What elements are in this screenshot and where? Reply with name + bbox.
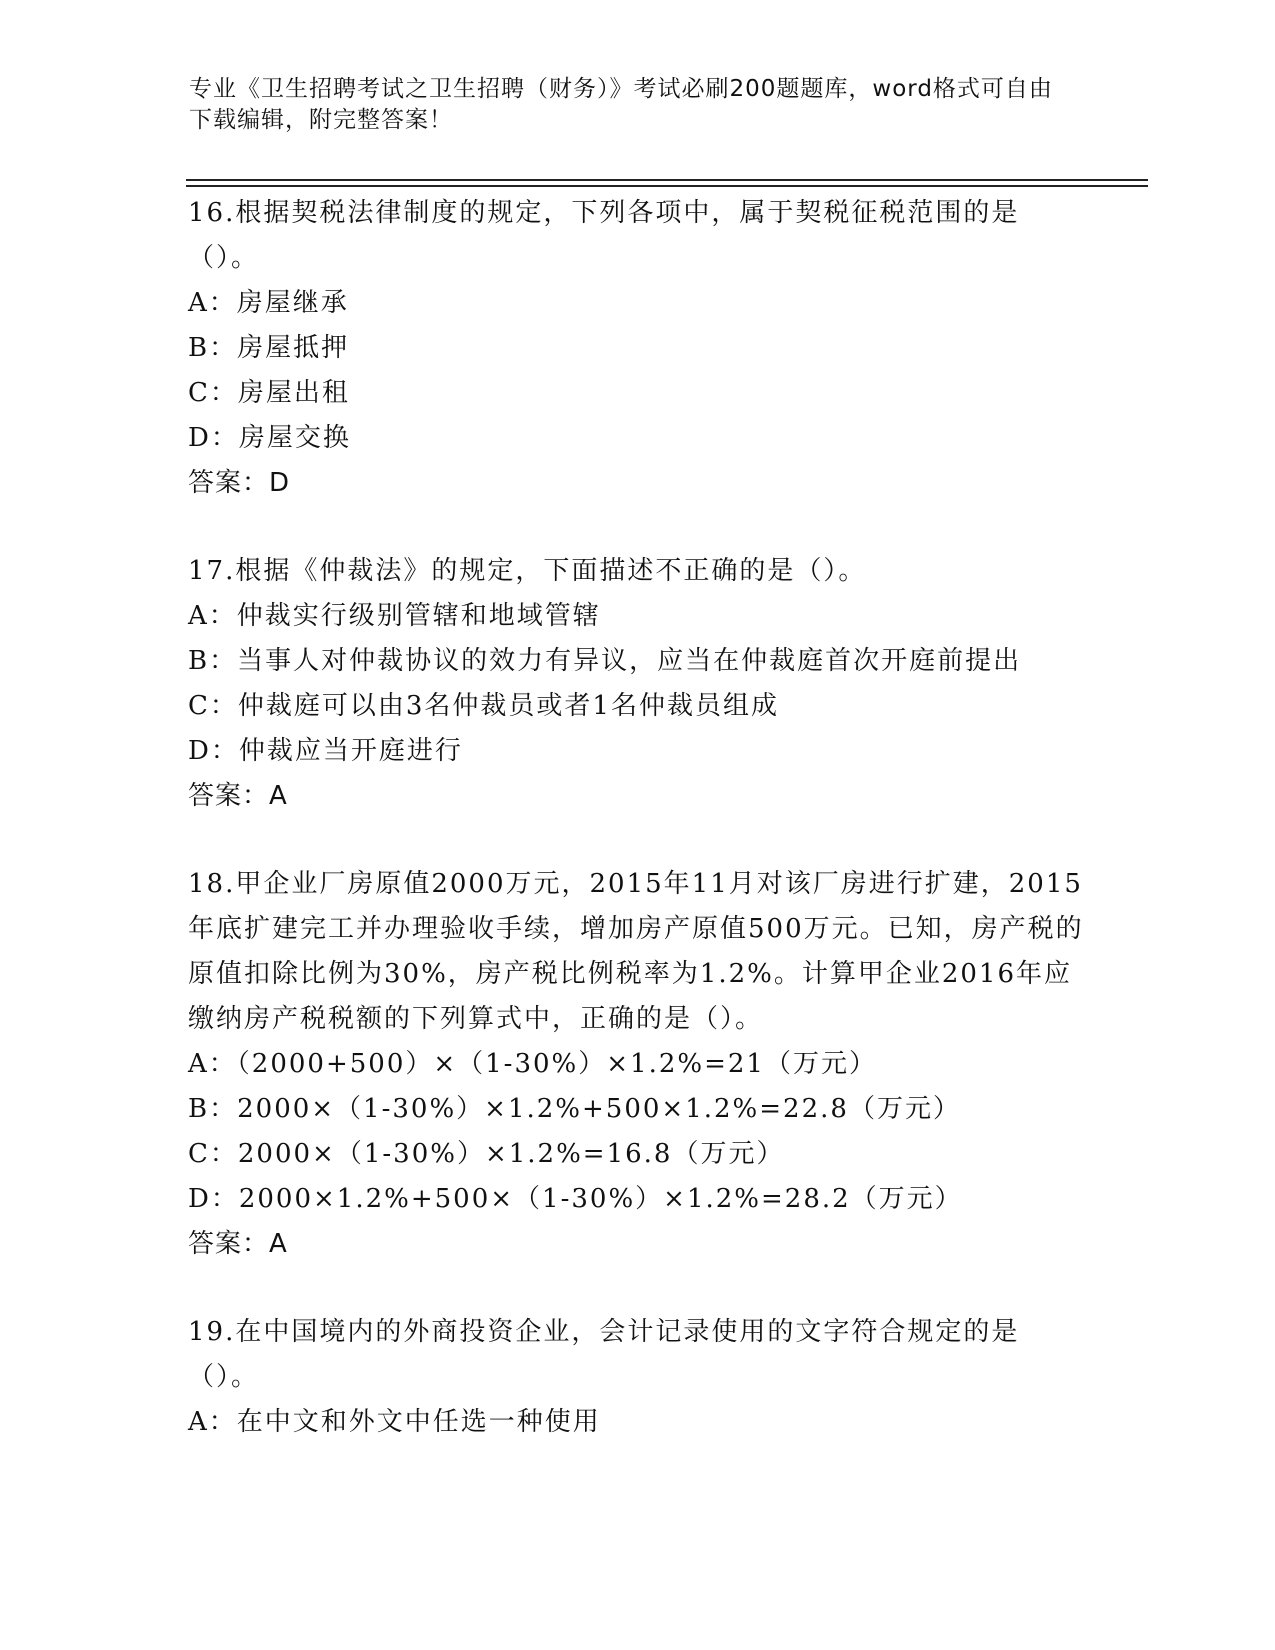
answer-line: 答案：A — [188, 781, 288, 811]
answer-line: 答案：A — [188, 1229, 288, 1259]
option-b: B：房屋抵押 — [188, 333, 350, 363]
question-19 — [188, 1310, 1088, 1445]
answer-line: 答案：D — [188, 468, 291, 498]
question-stem: 18.甲企业厂房原值2000万元，2015年11月对该厂房进行扩建，2015年底扩建完工并办理验收手续，增加房产原值500万元。已知，房产税的原值扣除比例为30%，房产税比例税率为1.2%。计算甲企业2016年应缴纳房产税税额的下列算式中，正确的是（）。 — [188, 869, 1084, 1034]
option-c: C：2000×（1-30%）×1.2%=16.8（万元） — [188, 1139, 785, 1169]
question-stem: 17.根据《仲裁法》的规定，下面描述不正确的是（）。 — [188, 556, 867, 586]
document-header: 专业《卫生招聘考试之卫生招聘（财务）》考试必刷200题题库，word格式可自由下载编辑，附完整答案！ — [189, 76, 1053, 133]
option-d: D：房屋交换 — [188, 423, 351, 453]
header-rule-top — [186, 179, 1148, 181]
question-17 — [188, 549, 1088, 819]
option-b: B：2000×（1-30%）×1.2%+500×1.2%=22.8（万元） — [188, 1094, 961, 1124]
option-a: A：（2000+500）×（1-30%）×1.2%=21（万元） — [188, 1049, 877, 1079]
option-d: D：2000×1.2%+500×（1-30%）×1.2%=28.2（万元） — [188, 1184, 963, 1214]
option-a: A：仲裁实行级别管辖和地域管辖 — [188, 601, 601, 631]
option-a: A：在中文和外文中任选一种使用 — [188, 1407, 601, 1437]
question-list — [188, 191, 1088, 1488]
question-18 — [188, 862, 1088, 1267]
option-c: C：仲裁庭可以由3名仲裁员或者1名仲裁员组成 — [188, 691, 779, 721]
option-d: D：仲裁应当开庭进行 — [188, 736, 463, 766]
option-b: B：当事人对仲裁协议的效力有异议，应当在仲裁庭首次开庭前提出 — [188, 646, 1022, 676]
question-stem: 19.在中国境内的外商投资企业，会计记录使用的文字符合规定的是（）。 — [188, 1317, 1020, 1392]
question-stem: 16.根据契税法律制度的规定，下列各项中，属于契税征税范围的是（）。 — [188, 198, 1020, 273]
question-16 — [188, 191, 1088, 506]
option-a: A：房屋继承 — [188, 288, 349, 318]
option-c: C：房屋出租 — [188, 378, 350, 408]
header-rule-bottom — [186, 185, 1148, 187]
